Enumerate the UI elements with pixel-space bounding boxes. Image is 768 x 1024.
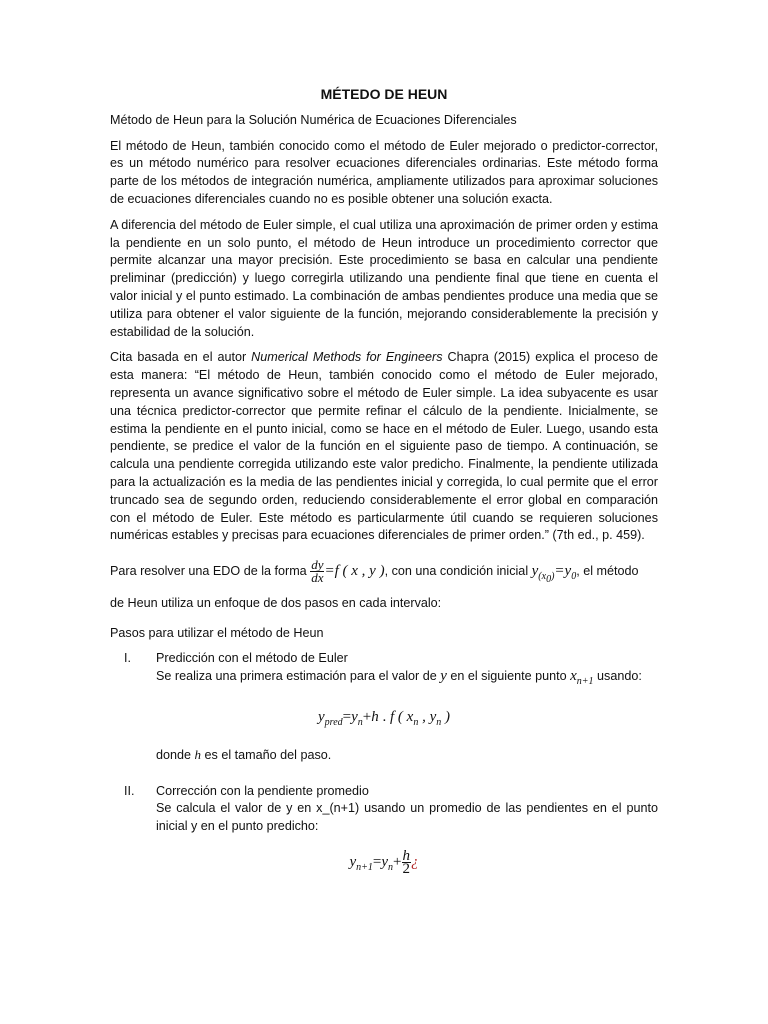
step-one-note-a: donde <box>156 747 195 762</box>
edo-text-b: , con una condición inicial <box>384 563 532 578</box>
step-two-title: Corrección con la pendiente promedio <box>156 783 369 798</box>
step-one-numeral: I. <box>124 651 131 666</box>
edo-text-c: , el método <box>576 563 639 578</box>
steps-heading: Pasos para utilizar el método de Heun <box>110 625 324 640</box>
variable-h: h <box>194 746 202 762</box>
equation-fxy: =f ( x , y ) <box>324 562 385 579</box>
document-title: MÉTEDO DE HEUN <box>320 86 448 102</box>
step-two-description: Se calcula el valor de y en x_(n+1) usando un promedio de las pendientes en el punto inicial y en el punto predicho: <box>156 801 658 834</box>
variable-xn1: $x_{n+1}$ <box>570 668 594 688</box>
paragraph-difference: A diferencia del método de Euler simple, el cual utiliza una aproximación de primer orden y estima la pendiente en un solo punto, el método de Heun introduce un procedimiento corrector que permite alcanzar una mayor precisión. Este procedimiento se basa en calcular una pendiente preliminar (predicción) y luego corregirla utilizando una pendiente final que tiene en cuenta el valor inicial y el punto estimado. La combinación de ambas pendientes produce una media que se utiliza para obtener el valor siguiente de la función, mejorando considerablemente la precisión y estabilidad de la solución. <box>110 217 658 339</box>
equation-corrector: $y_{n+1}=y_n+$ $\frac{h}{2}$ ¿ <box>349 847 419 877</box>
equation-initial-condition: $y_{(x_0)}=y_0$ <box>531 562 577 585</box>
variable-y: y <box>440 668 447 685</box>
paragraph-citation <box>110 349 658 545</box>
step-one-description <box>156 668 658 691</box>
step-two-numeral: II. <box>124 783 135 798</box>
step-one-note-b: es el tamaño del paso. <box>201 747 332 762</box>
paragraph-edo-form <box>110 559 658 589</box>
step-two <box>110 783 658 877</box>
subtitle: Método de Heun para la Solución Numérica de Ecuaciones Diferenciales <box>110 112 517 127</box>
equation-dydx: $\frac{dy}{dx}$ <box>311 557 324 586</box>
paragraph-two-steps: de Heun utiliza un enfoque de dos pasos en cada intervalo: <box>110 595 442 610</box>
paragraph-intro: El método de Heun, también conocido como el método de Euler mejorado o predictor-corrector, es un método numérico para resolver ecuaciones diferenciales ordinarias. Este método forma parte de los métodos de integración numérica, ampliamente utilizados para aproximar soluciones de ecuaciones diferenciales cuando no es posible obtener una solución exacta. <box>110 138 658 206</box>
step-one-text-b: en el siguiente punto <box>446 669 571 684</box>
citation-intro: Cita basada en el autor <box>110 350 252 365</box>
book-title: Numerical Methods for Engineers <box>251 350 443 365</box>
edo-text-a: Para resolver una EDO de la forma <box>110 563 311 578</box>
step-one-text-c: usando: <box>593 669 642 684</box>
step-one-note <box>156 746 658 765</box>
step-one-text-a: Se realiza una primera estimación para el valor de <box>156 669 441 684</box>
step-one-title: Predicción con el método de Euler <box>156 651 348 666</box>
citation-quote: Chapra (2015) explica el proceso de esta manera: “El método de Heun, también conocido como el método de Euler mejorado, representa un avance significativo sobre el método de Euler simple. La idea subyacente es usar una técnica predictor-corrector que permite refinar el cálculo de la pendiente. Inicialmente, se estima la pendiente en el punto inicial, como se hace en el método de Euler. Luego, usando esta pendiente, se predice el valor de la función en el siguiente paso de tiempo. A continuación, se calcula una pendiente corregida utilizando este valor predicho. Finalmente, la pendiente utilizada para la actualización es la media de las pendientes inicial y corregida, lo cual permite que el error truncado sea de segundo orden, reduciendo considerablemente el error global en comparación con el método de Euler. Este método es particularmente útil cuando se requieren soluciones numéricas estables y precisas para ecuaciones diferenciales de primer orden.” (7th ed., p. 459). <box>110 350 658 543</box>
equation-predictor: $y_{pred}=y_n+h$ . f ( $x_n$ , $y_n$ ) <box>318 708 450 728</box>
document-page <box>110 84 658 891</box>
step-one <box>110 650 658 764</box>
